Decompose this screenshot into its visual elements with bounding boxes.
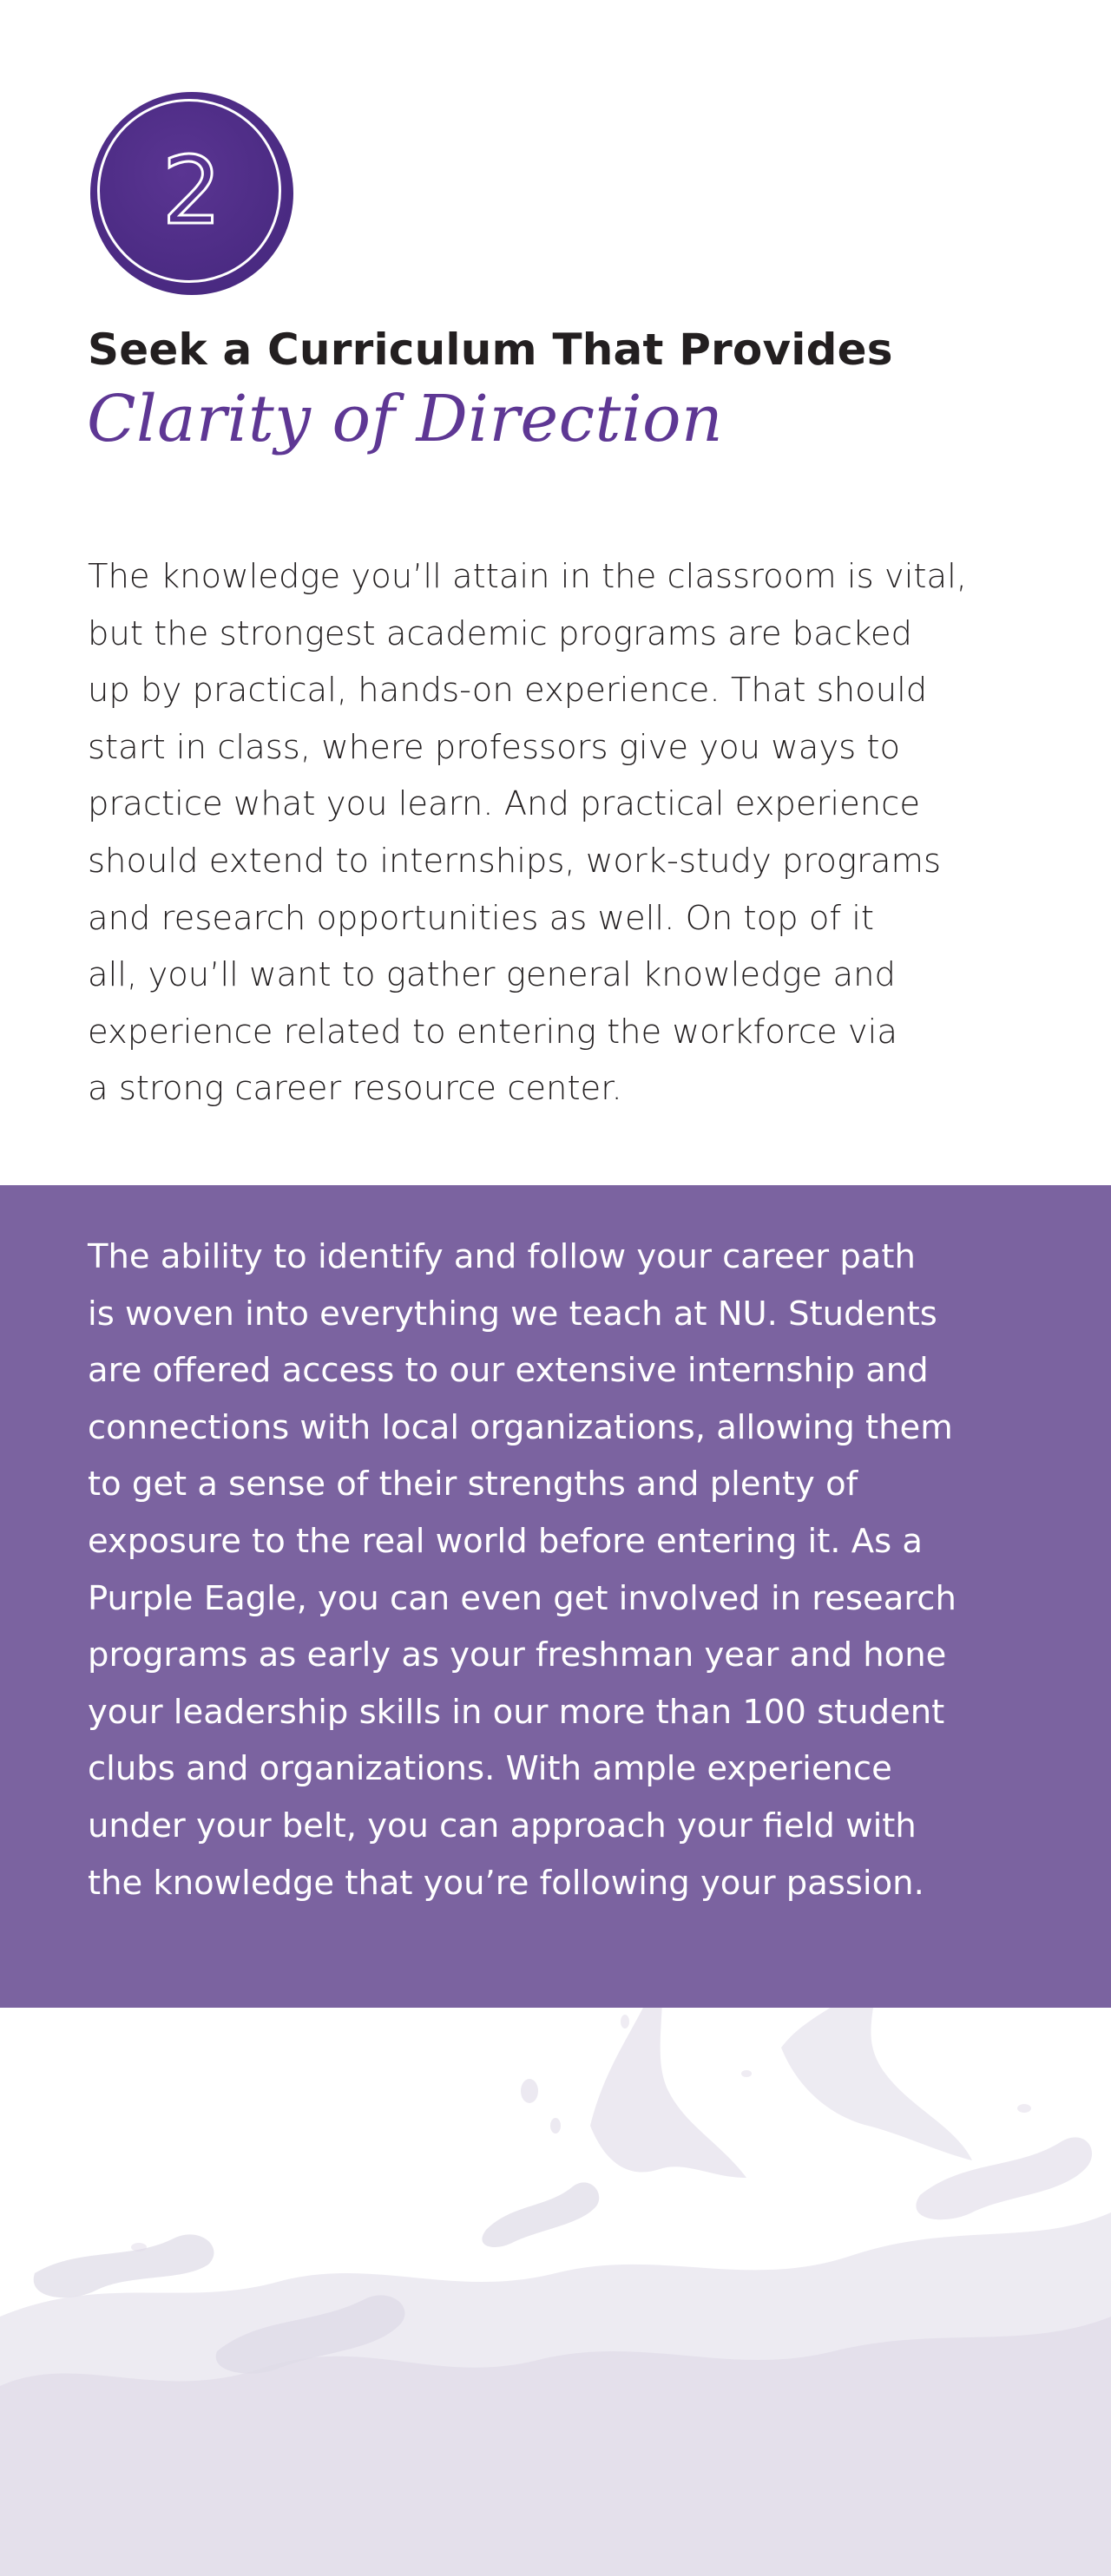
intro-line: practice what you learn. And practical experience [88,784,921,824]
step-number-badge-icon [90,92,293,295]
intro-line: but the strongest academic programs are backed [88,613,912,653]
band-line: clubs and organizations. With ample experience [88,1749,892,1789]
intro-line: all, you’ll want to gather general knowledge and [88,955,896,995]
intro-line: The knowledge you’ll attain in the classroom is vital, [88,557,968,596]
band-line: under your belt, you can approach your field with [88,1806,917,1845]
intro-line: a strong career resource center. [88,1069,622,1109]
intro-line: experience related to entering the workforce via [88,1012,897,1052]
heading-script-subtitle: Clarity of Direction [87,382,724,456]
band-line: connections with local organizations, allowing them [88,1407,953,1447]
band-paragraph [88,1229,1077,1911]
intro-paragraph [88,548,1060,1118]
band-line: are offered access to our extensive internship and [88,1351,929,1391]
band-line: Purple Eagle, you can even get involved in research [88,1578,957,1618]
band-line: is woven into everything we teach at NU. Students [88,1294,937,1334]
intro-line: start in class, where professors give you ways to [88,727,901,767]
band-line: to get a sense of their strengths and plenty of [88,1465,858,1504]
band-line: the knowledge that you’re following your passion. [88,1863,924,1903]
heading-title: Seek a Curriculum That Provides [88,324,893,375]
step-number: 2 [161,137,222,246]
band-line: exposure to the real world before entering it. As a [88,1521,924,1561]
intro-line: up by practical, hands-on experience. That should [88,671,928,711]
intro-line: should extend to internships, work-study programs [88,841,942,881]
intro-line: and research opportunities as well. On top of it [88,898,874,938]
band-line: The ability to identify and follow your career path [88,1237,916,1276]
band-line: your leadership skills in our more than 100 student [88,1692,945,1732]
nu-highlight-band [0,1185,1111,2008]
band-line: programs as early as your freshman year and hone [88,1635,947,1675]
